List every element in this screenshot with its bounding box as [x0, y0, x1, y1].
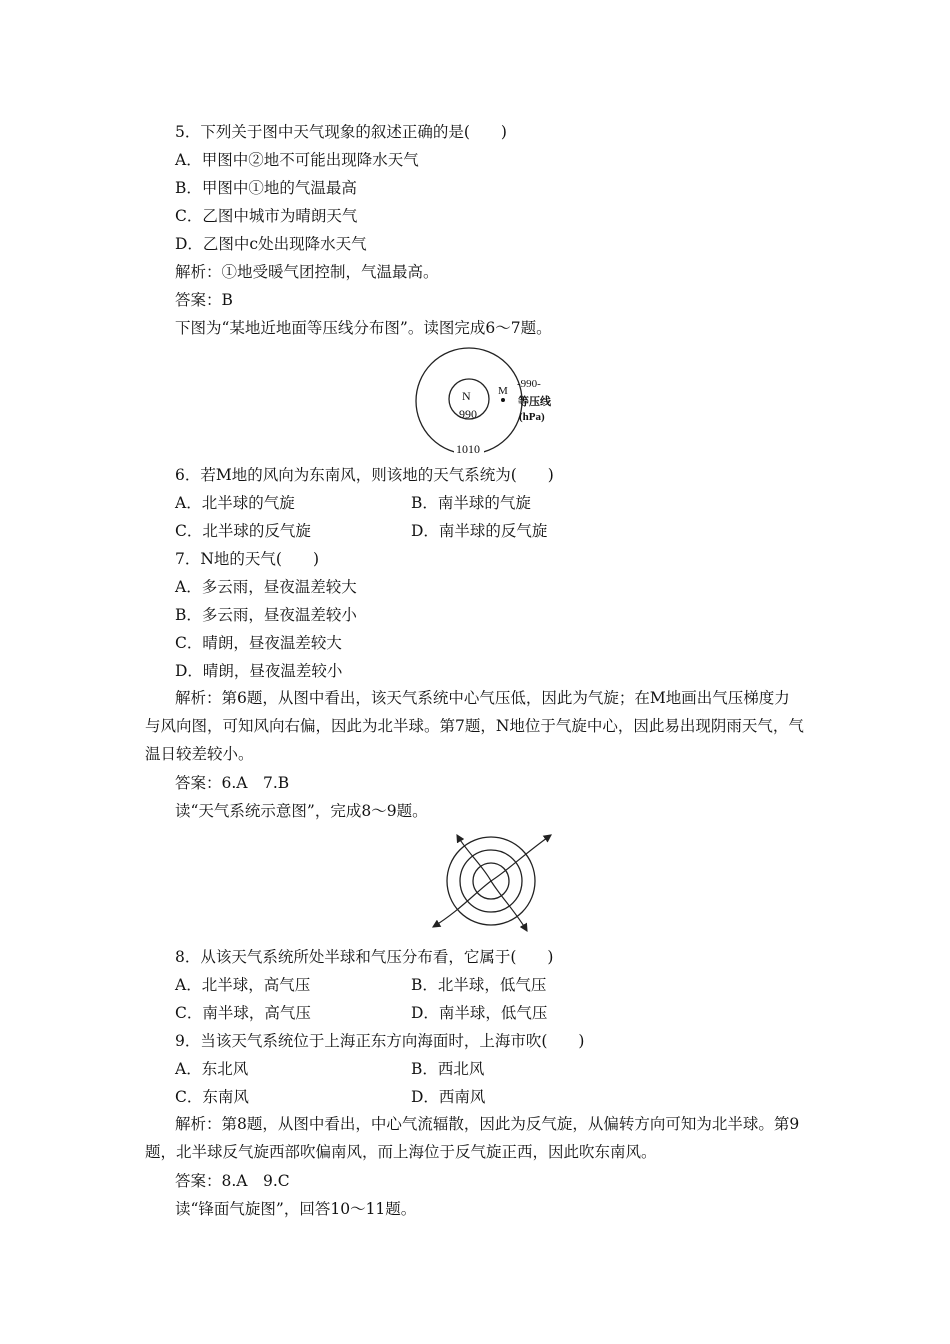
question-7-option-a: A．多云雨，昼夜温差较大 — [175, 578, 357, 596]
question-5-analysis: 解析：①地受暖气团控制，气温最高。 — [175, 263, 439, 281]
question-7-stem: 7．N地的天气( ) — [175, 550, 320, 568]
question-6-option-b: B．南半球的气旋 — [411, 494, 531, 512]
question-6-option-d: D．南半球的反气旋 — [411, 522, 548, 540]
outer-isobar-value: 1010 — [456, 442, 480, 456]
question-6-7-analysis: 解析：第6题，从图中看出，该天气系统中心气压低，因此为气旋；在M地画出气压梯度力与风向图，可知风向右偏，因此为北半球。第7题，N地位于气旋中心，因此易出现阴雨天气，气温日较差较小。 — [145, 689, 804, 763]
question-6-option-c: C．北半球的反气旋 — [175, 522, 311, 540]
question-9-option-a: A．东北风 — [175, 1060, 249, 1078]
question-8-option-b: B．北半球，低气压 — [411, 976, 547, 994]
question-5-stem: 5．下列关于图中天气现象的叙述正确的是( ) — [175, 123, 507, 141]
isobar-figure — [414, 345, 574, 460]
question-8-stem: 8．从该天气系统所处半球和气压分布看，它属于( ) — [175, 948, 554, 966]
question-9-option-b: B．西北风 — [411, 1060, 485, 1078]
question-8-option-c: C．南半球，高气压 — [175, 1004, 311, 1022]
question-5-answer: 答案：B — [175, 291, 233, 309]
question-9-option-c: C．东南风 — [175, 1088, 249, 1106]
question-5-option-a: A．甲图中②地不可能出现降水天气 — [175, 151, 419, 169]
question-5-option-d: D．乙图中c处出现降水天气 — [175, 235, 367, 253]
question-8-9-analysis: 解析：第8题，从图中看出，中心气流辐散，因此为反气旋，从偏转方向可知为北半球。第9题，北半球反气旋西部吹偏南风，而上海位于反气旋正西，因此吹东南风。 — [145, 1115, 800, 1161]
question-7-option-b: B．多云雨，昼夜温差较小 — [175, 606, 357, 624]
question-6-7-answer: 答案：6.A 7.B — [175, 774, 290, 792]
question-7-option-c: C．晴朗，昼夜温差较大 — [175, 634, 342, 652]
legend-isobar-sample: -990- — [517, 378, 541, 390]
question-8-option-a: A．北半球，高气压 — [175, 976, 311, 994]
question-8-9-answer: 答案：8.A 9.C — [175, 1172, 290, 1190]
question-7-option-d: D．晴朗，昼夜温差较小 — [175, 662, 343, 680]
question-8-option-d: D．南半球，低气压 — [411, 1004, 548, 1022]
question-5-option-c: C．乙图中城市为晴朗天气 — [175, 207, 358, 225]
question-6-option-a: A．北半球的气旋 — [175, 494, 295, 512]
legend-isobar-unit: (hPa) — [519, 411, 545, 423]
question-5-option-b: B．甲图中①地的气温最高 — [175, 179, 357, 197]
inner-isobar-value: 990 — [459, 407, 477, 421]
point-m-label: M — [498, 385, 508, 397]
legend-isobar-label: 等压线 — [518, 396, 551, 408]
question-9-stem: 9．当该天气系统位于上海正东方向海面时，上海市吹( ) — [175, 1032, 585, 1050]
weather-system-figure — [427, 827, 557, 937]
question-6-stem: 6．若M地的风向为东南风，则该地的天气系统为( ) — [175, 466, 554, 484]
point-m-dot — [501, 398, 505, 402]
point-n-label: N — [462, 389, 471, 403]
intro-questions-6-7: 下图为“某地近地面等压线分布图”。读图完成6～7题。 — [175, 319, 552, 337]
intro-questions-8-9: 读“天气系统示意图”，完成8～9题。 — [175, 802, 428, 820]
intro-questions-10-11: 读“锋面气旋图”，回答10～11题。 — [175, 1200, 417, 1218]
question-9-option-d: D．西南风 — [411, 1088, 486, 1106]
airflow-arrow-southwest — [433, 881, 491, 927]
